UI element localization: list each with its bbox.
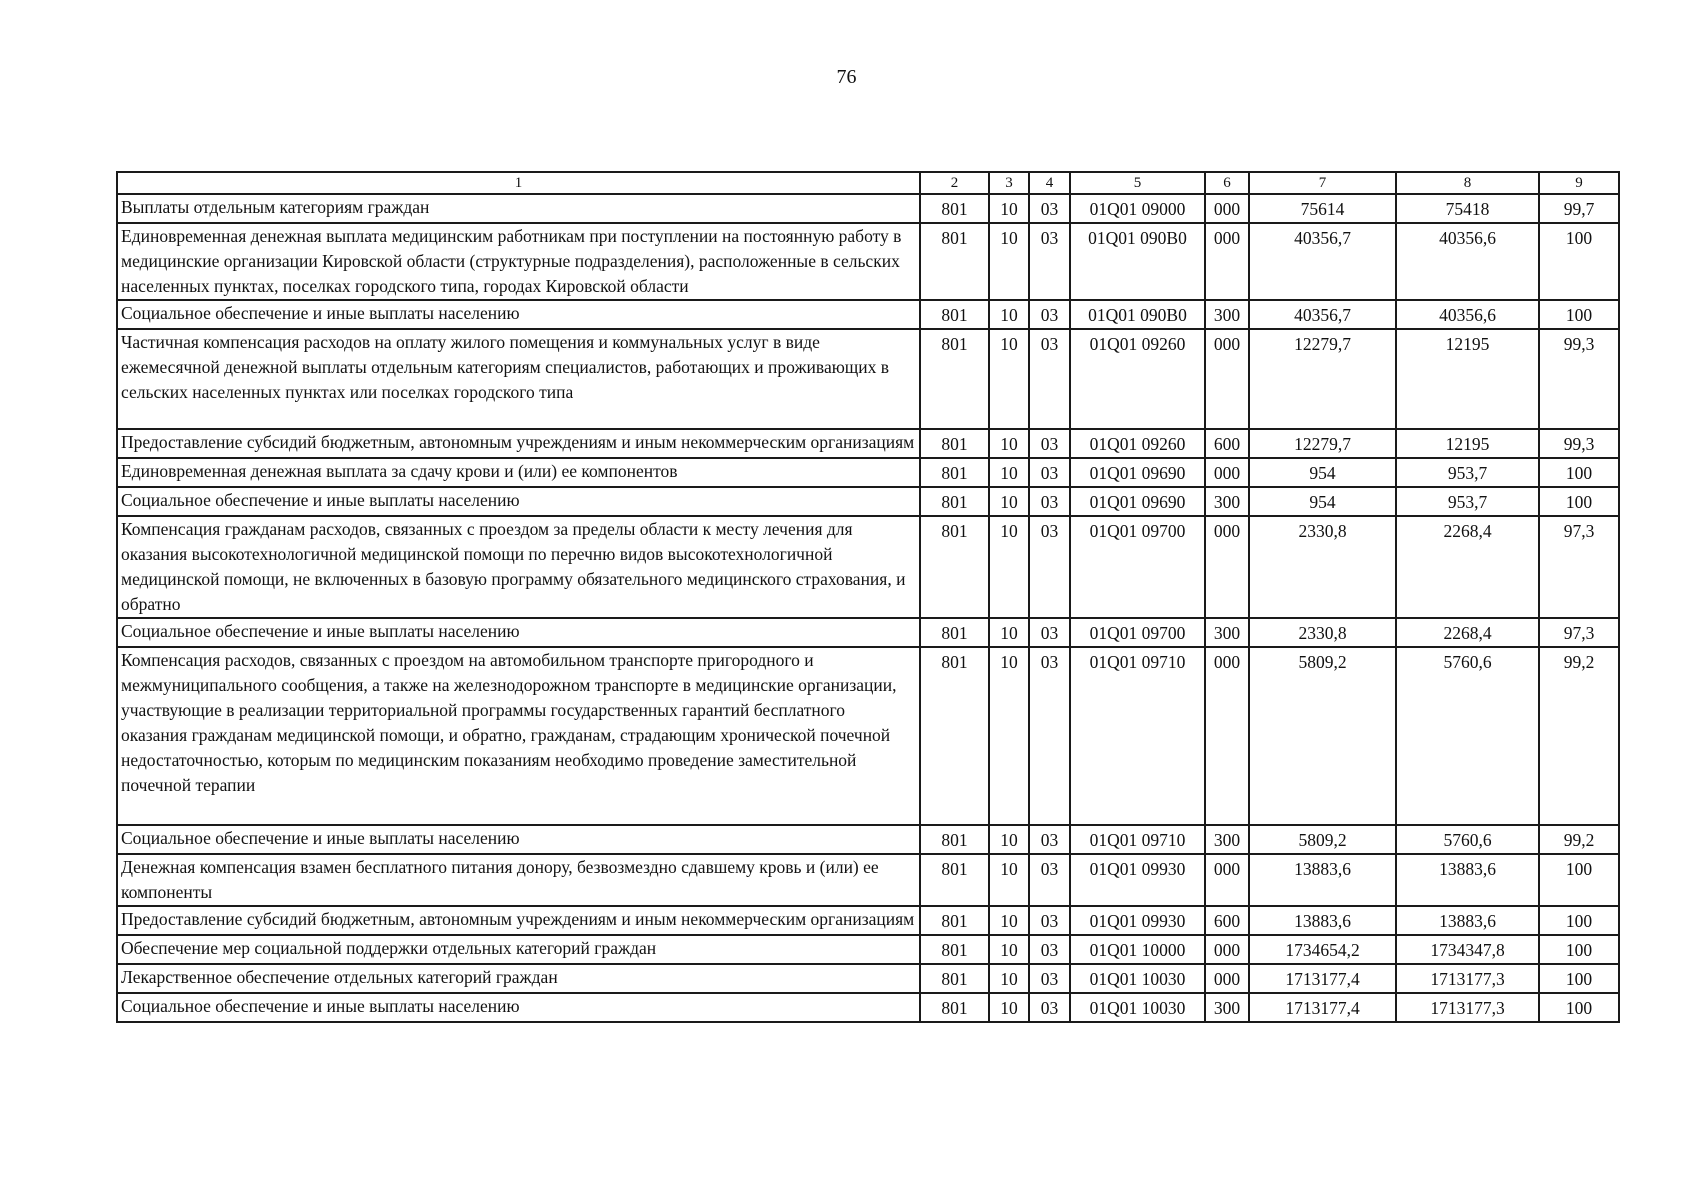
header-cell-5: 5 <box>1070 172 1205 194</box>
row-name: Социальное обеспечение и иные выплаты населению <box>117 993 920 1022</box>
row-name: Социальное обеспечение и иные выплаты населению <box>117 618 920 647</box>
header-cell-8: 8 <box>1396 172 1539 194</box>
col-3-value: 10 <box>989 993 1029 1022</box>
col-8-value: 2268,4 <box>1396 618 1539 647</box>
col-9-value: 100 <box>1539 935 1619 964</box>
col-2-value: 801 <box>920 223 989 300</box>
col-6-value: 000 <box>1205 516 1249 618</box>
col-4-value: 03 <box>1029 906 1070 935</box>
col-8-value: 13883,6 <box>1396 906 1539 935</box>
col-2-value: 801 <box>920 906 989 935</box>
col-5-value: 01Q01 090B0 <box>1070 300 1205 329</box>
col-9-value: 100 <box>1539 854 1619 906</box>
col-8-value: 13883,6 <box>1396 854 1539 906</box>
col-7-value: 40356,7 <box>1249 300 1396 329</box>
col-2-value: 801 <box>920 825 989 854</box>
col-9-value: 97,3 <box>1539 516 1619 618</box>
col-4-value: 03 <box>1029 458 1070 487</box>
col-6-value: 300 <box>1205 825 1249 854</box>
col-2-value: 801 <box>920 487 989 516</box>
col-5-value: 01Q01 09260 <box>1070 329 1205 429</box>
col-8-value: 5760,6 <box>1396 647 1539 825</box>
row-name: Лекарственное обеспечение отдельных категорий граждан <box>117 964 920 993</box>
col-2-value: 801 <box>920 618 989 647</box>
col-4-value: 03 <box>1029 429 1070 458</box>
header-row <box>117 172 1619 194</box>
table-header <box>117 172 1619 194</box>
col-3-value: 10 <box>989 647 1029 825</box>
col-8-value: 953,7 <box>1396 487 1539 516</box>
header-cell-4: 4 <box>1029 172 1070 194</box>
col-7-value: 13883,6 <box>1249 906 1396 935</box>
col-4-value: 03 <box>1029 194 1070 223</box>
table-row <box>117 223 1619 300</box>
col-4-value: 03 <box>1029 223 1070 300</box>
table-body <box>117 194 1619 1022</box>
col-8-value: 1713177,3 <box>1396 993 1539 1022</box>
col-5-value: 01Q01 090B0 <box>1070 223 1205 300</box>
col-8-value: 2268,4 <box>1396 516 1539 618</box>
col-6-value: 300 <box>1205 993 1249 1022</box>
col-7-value: 40356,7 <box>1249 223 1396 300</box>
row-name: Предоставление субсидий бюджетным, автономным учреждениям и иным некоммерческим организациям <box>117 906 920 935</box>
table-row <box>117 194 1619 223</box>
table-row <box>117 964 1619 993</box>
col-4-value: 03 <box>1029 487 1070 516</box>
row-name: Единовременная денежная выплата медицинским работникам при поступлении на постоянную работу в медицинские организации Кировской области (структурные подразделения), расположенные в сельских населенных пунктах, поселках городского типа, городах Кировской области <box>117 223 920 300</box>
col-5-value: 01Q01 09710 <box>1070 647 1205 825</box>
col-9-value: 99,2 <box>1539 647 1619 825</box>
col-3-value: 10 <box>989 194 1029 223</box>
table-row <box>117 993 1619 1022</box>
header-cell-1: 1 <box>117 172 920 194</box>
col-5-value: 01Q01 09260 <box>1070 429 1205 458</box>
col-7-value: 1713177,4 <box>1249 964 1396 993</box>
col-4-value: 03 <box>1029 825 1070 854</box>
table-row <box>117 825 1619 854</box>
col-5-value: 01Q01 10000 <box>1070 935 1205 964</box>
col-3-value: 10 <box>989 223 1029 300</box>
col-2-value: 801 <box>920 516 989 618</box>
col-6-value: 000 <box>1205 935 1249 964</box>
col-3-value: 10 <box>989 429 1029 458</box>
col-4-value: 03 <box>1029 935 1070 964</box>
col-4-value: 03 <box>1029 516 1070 618</box>
col-9-value: 100 <box>1539 487 1619 516</box>
table-row <box>117 329 1619 429</box>
col-7-value: 5809,2 <box>1249 647 1396 825</box>
col-6-value: 000 <box>1205 647 1249 825</box>
row-name: Компенсация расходов, связанных с проездом на автомобильном транспорте пригородного и межмуниципального сообщения, а также на железнодорожном транспорте в медицинские организации, участвующие в реализации территориальной программы государственных гарантий бесплатного оказания гражданам медицинской помощи, и обратно, гражданам, страдающим хронической почечной недостаточностью, которым по медицинским показаниям необходимо проведение заместительной почечной терапии <box>117 647 920 825</box>
col-2-value: 801 <box>920 194 989 223</box>
col-2-value: 801 <box>920 329 989 429</box>
col-3-value: 10 <box>989 964 1029 993</box>
table-row <box>117 618 1619 647</box>
col-8-value: 12195 <box>1396 429 1539 458</box>
col-5-value: 01Q01 10030 <box>1070 964 1205 993</box>
table-row <box>117 487 1619 516</box>
table-row <box>117 300 1619 329</box>
header-cell-6: 6 <box>1205 172 1249 194</box>
table-row <box>117 854 1619 906</box>
col-5-value: 01Q01 09000 <box>1070 194 1205 223</box>
col-3-value: 10 <box>989 618 1029 647</box>
row-name: Социальное обеспечение и иные выплаты населению <box>117 825 920 854</box>
col-7-value: 954 <box>1249 458 1396 487</box>
budget-table <box>116 171 1620 1023</box>
col-9-value: 99,2 <box>1539 825 1619 854</box>
col-3-value: 10 <box>989 300 1029 329</box>
col-6-value: 000 <box>1205 458 1249 487</box>
table-row <box>117 647 1619 825</box>
col-7-value: 2330,8 <box>1249 516 1396 618</box>
col-7-value: 2330,8 <box>1249 618 1396 647</box>
col-2-value: 801 <box>920 429 989 458</box>
col-5-value: 01Q01 09710 <box>1070 825 1205 854</box>
col-5-value: 01Q01 09690 <box>1070 487 1205 516</box>
col-8-value: 953,7 <box>1396 458 1539 487</box>
col-6-value: 600 <box>1205 429 1249 458</box>
row-name: Частичная компенсация расходов на оплату жилого помещения и коммунальных услуг в виде ежемесячной денежной выплаты отдельным категориям специалистов, работающих и проживающих в сельских населенных пунктах или поселках городского типа <box>117 329 920 429</box>
col-8-value: 5760,6 <box>1396 825 1539 854</box>
row-name: Социальное обеспечение и иные выплаты населению <box>117 487 920 516</box>
header-cell-9: 9 <box>1539 172 1619 194</box>
col-9-value: 100 <box>1539 458 1619 487</box>
col-8-value: 75418 <box>1396 194 1539 223</box>
col-2-value: 801 <box>920 300 989 329</box>
col-6-value: 000 <box>1205 329 1249 429</box>
col-3-value: 10 <box>989 516 1029 618</box>
row-name: Единовременная денежная выплата за сдачу крови и (или) ее компонентов <box>117 458 920 487</box>
col-6-value: 000 <box>1205 964 1249 993</box>
col-9-value: 100 <box>1539 300 1619 329</box>
col-4-value: 03 <box>1029 329 1070 429</box>
col-3-value: 10 <box>989 329 1029 429</box>
table-row <box>117 516 1619 618</box>
col-7-value: 75614 <box>1249 194 1396 223</box>
col-9-value: 99,3 <box>1539 429 1619 458</box>
col-6-value: 300 <box>1205 618 1249 647</box>
col-9-value: 97,3 <box>1539 618 1619 647</box>
col-6-value: 600 <box>1205 906 1249 935</box>
table-row <box>117 935 1619 964</box>
header-cell-3: 3 <box>989 172 1029 194</box>
col-9-value: 99,7 <box>1539 194 1619 223</box>
col-2-value: 801 <box>920 647 989 825</box>
row-name: Выплаты отдельным категориям граждан <box>117 194 920 223</box>
col-3-value: 10 <box>989 935 1029 964</box>
col-9-value: 100 <box>1539 993 1619 1022</box>
col-5-value: 01Q01 10030 <box>1070 993 1205 1022</box>
col-7-value: 13883,6 <box>1249 854 1396 906</box>
col-8-value: 12195 <box>1396 329 1539 429</box>
col-8-value: 1713177,3 <box>1396 964 1539 993</box>
row-name: Социальное обеспечение и иные выплаты населению <box>117 300 920 329</box>
table-row <box>117 429 1619 458</box>
col-2-value: 801 <box>920 935 989 964</box>
col-9-value: 99,3 <box>1539 329 1619 429</box>
col-4-value: 03 <box>1029 618 1070 647</box>
col-8-value: 40356,6 <box>1396 300 1539 329</box>
col-3-value: 10 <box>989 458 1029 487</box>
row-name: Компенсация гражданам расходов, связанных с проездом за пределы области к месту лечения для оказания высокотехнологичной медицинской помощи по перечню видов высокотехнологичной медицинской помощи, не включенных в базовую программу обязательного медицинского страхования, и обратно <box>117 516 920 618</box>
col-6-value: 300 <box>1205 300 1249 329</box>
col-8-value: 1734347,8 <box>1396 935 1539 964</box>
header-cell-7: 7 <box>1249 172 1396 194</box>
col-3-value: 10 <box>989 487 1029 516</box>
col-5-value: 01Q01 09930 <box>1070 854 1205 906</box>
col-3-value: 10 <box>989 854 1029 906</box>
col-4-value: 03 <box>1029 647 1070 825</box>
col-3-value: 10 <box>989 906 1029 935</box>
col-6-value: 300 <box>1205 487 1249 516</box>
row-name: Обеспечение мер социальной поддержки отдельных категорий граждан <box>117 935 920 964</box>
col-9-value: 100 <box>1539 964 1619 993</box>
col-4-value: 03 <box>1029 300 1070 329</box>
col-4-value: 03 <box>1029 964 1070 993</box>
table-row <box>117 906 1619 935</box>
col-2-value: 801 <box>920 854 989 906</box>
col-2-value: 801 <box>920 993 989 1022</box>
col-6-value: 000 <box>1205 194 1249 223</box>
col-7-value: 1713177,4 <box>1249 993 1396 1022</box>
col-7-value: 5809,2 <box>1249 825 1396 854</box>
col-3-value: 10 <box>989 825 1029 854</box>
col-5-value: 01Q01 09700 <box>1070 618 1205 647</box>
col-9-value: 100 <box>1539 906 1619 935</box>
col-5-value: 01Q01 09690 <box>1070 458 1205 487</box>
col-9-value: 100 <box>1539 223 1619 300</box>
page-number: 76 <box>836 66 857 88</box>
table-row <box>117 458 1619 487</box>
row-name: Денежная компенсация взамен бесплатного питания донору, безвозмездно сдавшему кровь и (или) ее компоненты <box>117 854 920 906</box>
col-7-value: 12279,7 <box>1249 329 1396 429</box>
col-2-value: 801 <box>920 458 989 487</box>
header-cell-2: 2 <box>920 172 989 194</box>
col-6-value: 000 <box>1205 223 1249 300</box>
row-name: Предоставление субсидий бюджетным, автономным учреждениям и иным некоммерческим организациям <box>117 429 920 458</box>
col-4-value: 03 <box>1029 854 1070 906</box>
col-5-value: 01Q01 09700 <box>1070 516 1205 618</box>
col-7-value: 954 <box>1249 487 1396 516</box>
col-4-value: 03 <box>1029 993 1070 1022</box>
col-6-value: 000 <box>1205 854 1249 906</box>
col-7-value: 12279,7 <box>1249 429 1396 458</box>
col-5-value: 01Q01 09930 <box>1070 906 1205 935</box>
col-2-value: 801 <box>920 964 989 993</box>
col-7-value: 1734654,2 <box>1249 935 1396 964</box>
col-8-value: 40356,6 <box>1396 223 1539 300</box>
